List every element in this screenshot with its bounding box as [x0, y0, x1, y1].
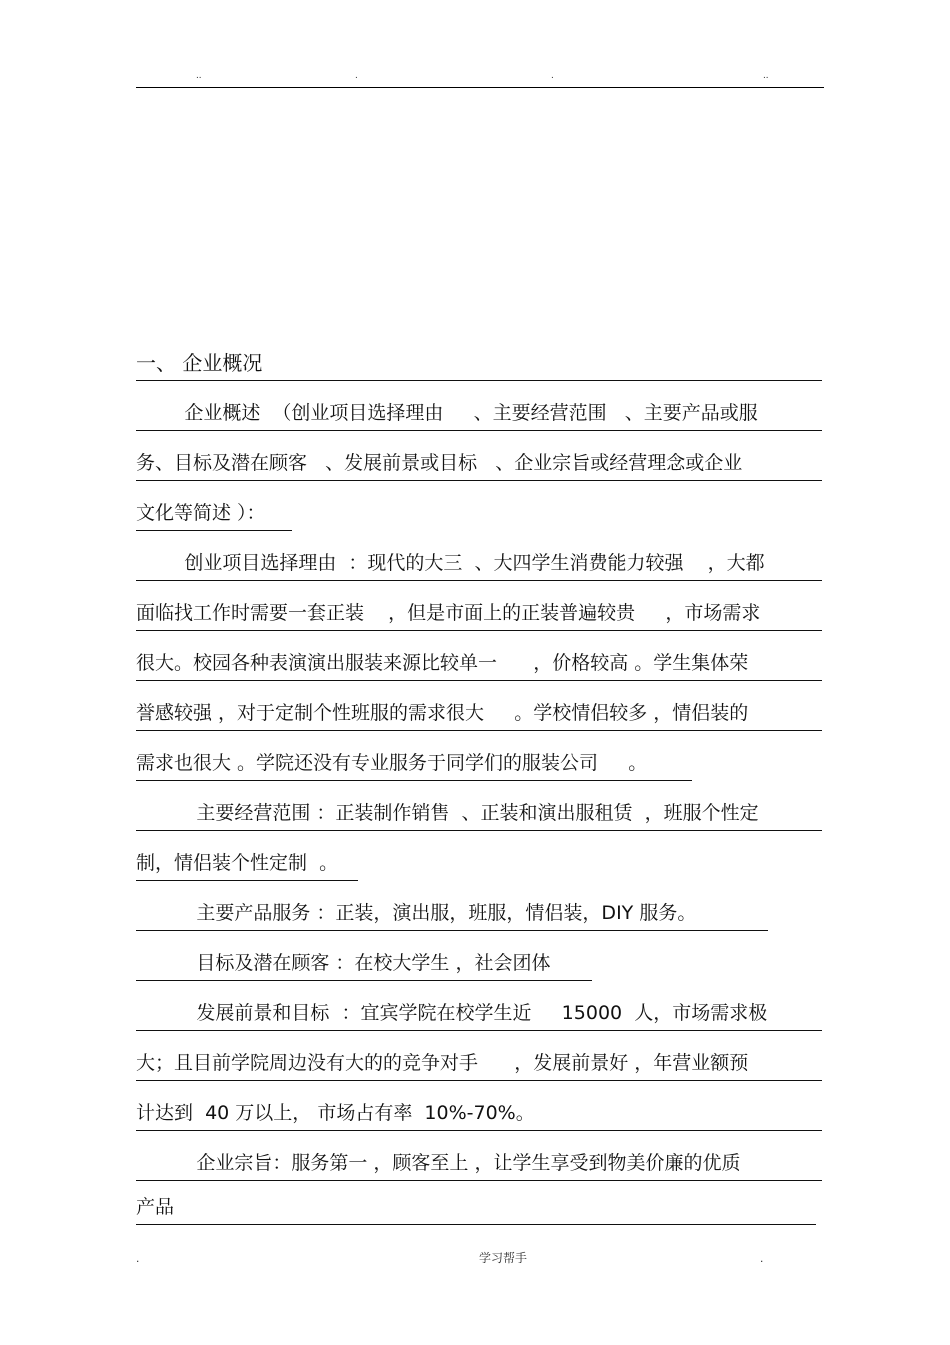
header-rule — [136, 87, 824, 88]
text-line: 文化等简述 ）： — [136, 496, 292, 531]
text-line: 企业宗旨：服务第一 ，顾客至上 ，让学生享受到物美价廉的优质 — [136, 1146, 822, 1181]
header-mark: . — [551, 70, 554, 81]
text-line: 面临找工作时需要一套正装 ，但是市面上的正装普遍较贵 ，市场需求 — [136, 596, 822, 631]
text-line: 需求也很大 。学院还没有专业服务于同学们的服装公司 。 — [136, 746, 692, 781]
text-line: 计达到 40 万以上， 市场占有率 10%-70%。 — [136, 1096, 822, 1131]
text-line: 创业项目选择理由 ：现代的大三 、大四学生消费能力较强 ，大都 — [136, 546, 822, 581]
section-title: 一、 企业概况 — [136, 346, 822, 381]
text-line: 主要产品服务 ：正装，演出服，班服，情侣装，DIY 服务。 — [136, 896, 768, 931]
text-line: 目标及潜在顾客 ：在校大学生 ，社会团体 — [136, 946, 592, 981]
text-line: 企业概述 （创业项目选择理由 、主要经营范围 、主要产品或服 — [136, 396, 822, 431]
text-line: 誉感较强 ，对于定制个性班服的需求很大 。学校情侣较多 ，情侣装的 — [136, 696, 822, 731]
header-mark: .. — [196, 70, 202, 81]
text-line: 很大。校园各种表演演出服装来源比较单一 ，价格较高 。学生集体荣 — [136, 646, 822, 681]
header-mark: . — [355, 70, 358, 81]
text-line: 产品 — [136, 1190, 816, 1225]
text-line: 发展前景和目标 ：宜宾学院在校学生近 15000 人，市场需求极 — [136, 996, 822, 1031]
footer-mark: . — [760, 1251, 764, 1265]
text-line: 制，情侣装个性定制 。 — [136, 846, 358, 881]
header-mark: .. — [763, 70, 769, 81]
footer-text: 学习帮手 — [479, 1251, 528, 1265]
text-line: 主要经营范围 ：正装制作销售 、正装和演出服租赁 ，班服个性定 — [136, 796, 822, 831]
footer-mark: . — [136, 1251, 140, 1265]
text-line: 务、目标及潜在顾客 、发展前景或目标 、企业宗旨或经营理念或企业 — [136, 446, 822, 481]
text-line: 大；且目前学院周边没有大的的竞争对手 ，发展前景好 ，年营业额预 — [136, 1046, 822, 1081]
